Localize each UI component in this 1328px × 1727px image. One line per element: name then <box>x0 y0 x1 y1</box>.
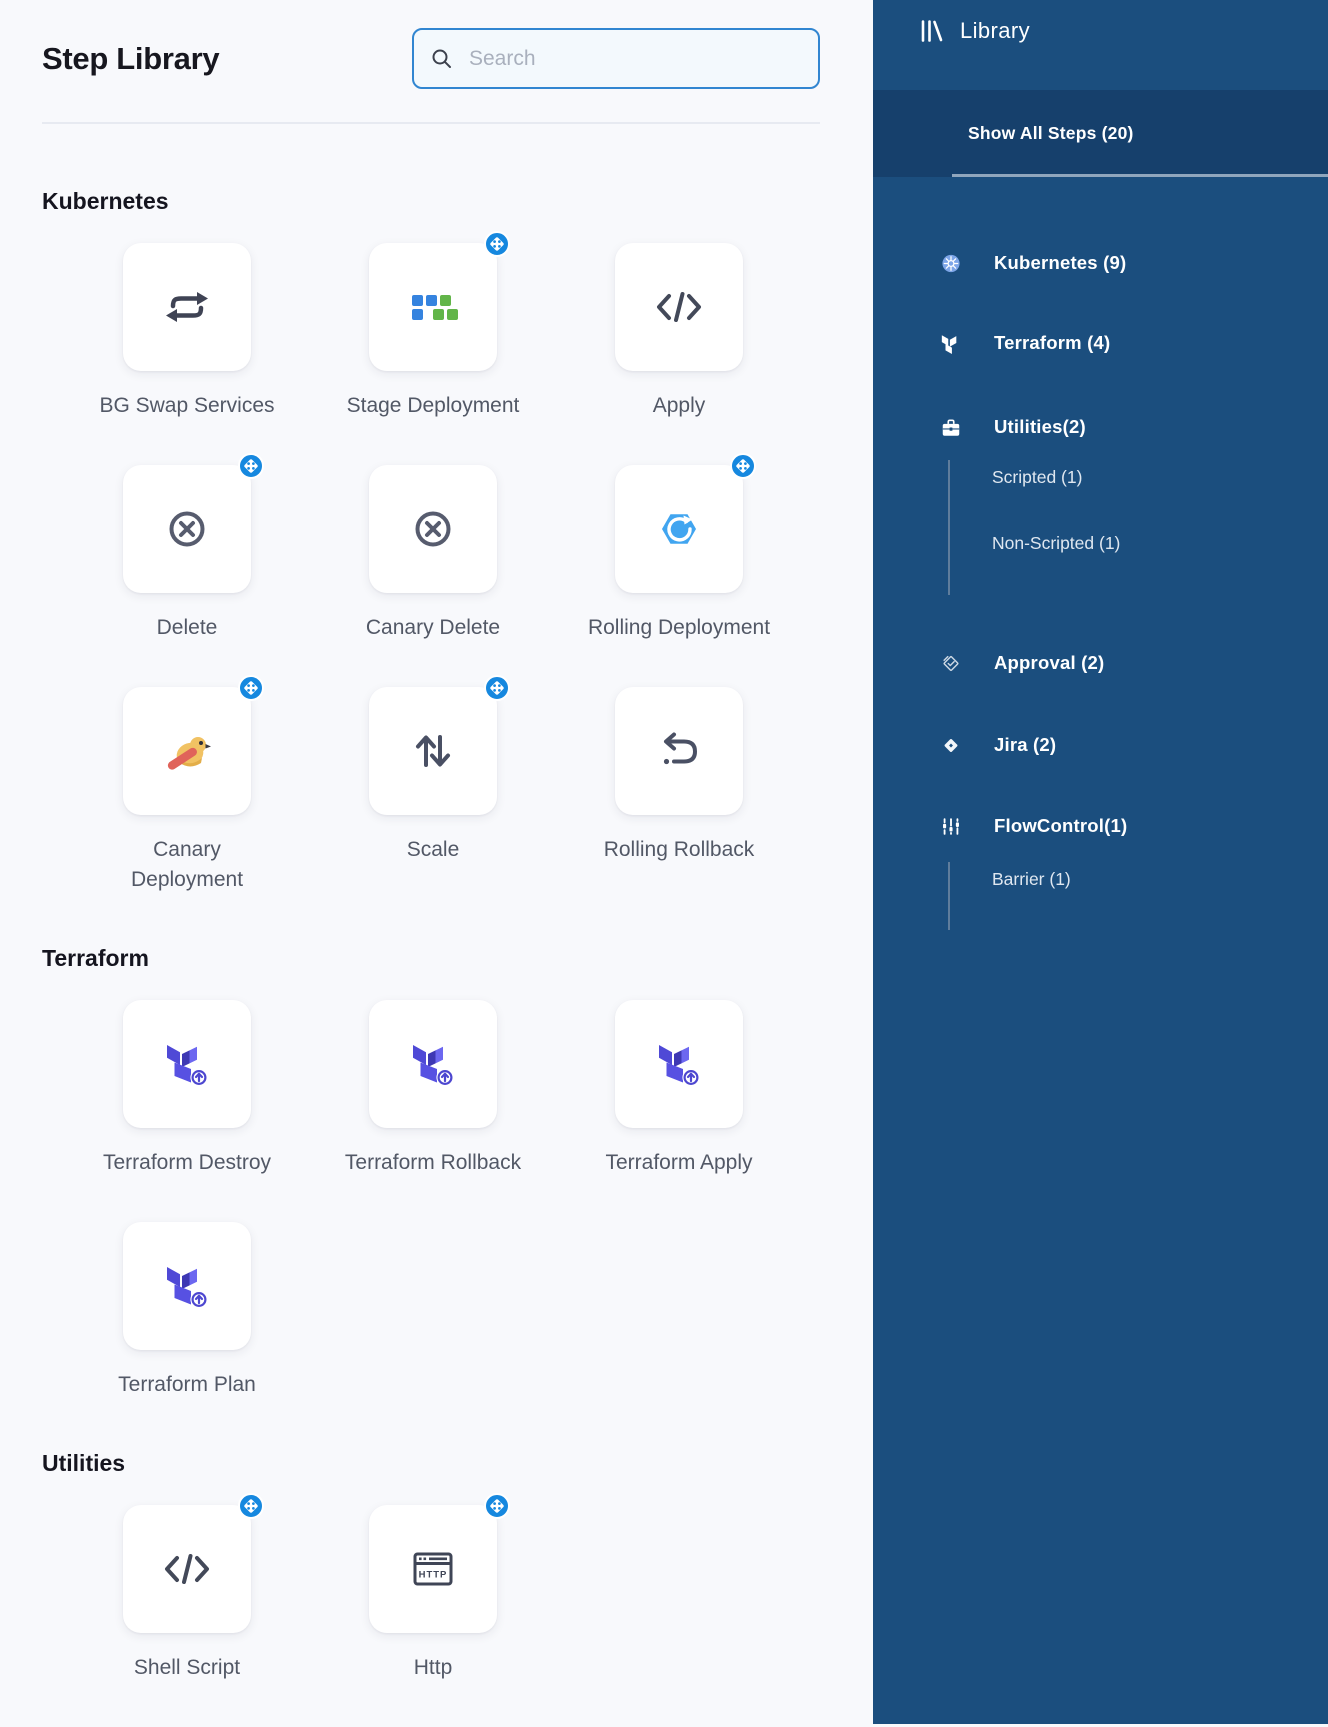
step-label: Terraform Destroy <box>102 1151 272 1174</box>
step-bg-swap-services <box>64 243 310 421</box>
step-rolling-rollback <box>556 687 802 895</box>
step-label: Rolling Deployment <box>587 616 771 639</box>
canary-delete-card[interactable] <box>369 465 497 593</box>
bg-swap-services-card[interactable] <box>123 243 251 371</box>
search-input[interactable] <box>412 28 820 89</box>
step-label: Terraform Apply <box>605 1151 753 1174</box>
apply-card[interactable] <box>615 243 743 371</box>
rollback-arrow-icon <box>653 725 705 777</box>
sidebar-item-label: Approval (2) <box>994 652 1105 673</box>
delete-card[interactable] <box>123 465 251 593</box>
kubernetes-badge-icon <box>483 1492 511 1520</box>
step-terraform-apply <box>556 1000 802 1178</box>
flow-control-icon <box>940 815 962 838</box>
kubernetes-grid <box>64 243 873 939</box>
panel-header <box>42 28 820 89</box>
kubernetes-badge-icon <box>237 674 265 702</box>
rolling-deployment-card[interactable] <box>615 465 743 593</box>
tab-underline <box>952 174 1328 177</box>
flowcontrol-subgroup <box>948 862 1328 930</box>
section-terraform <box>42 945 873 1444</box>
canary-bird-icon <box>161 725 213 777</box>
sidebar-item-kubernetes[interactable] <box>873 243 1328 283</box>
stage-squares-icon <box>407 281 459 333</box>
step-canary-delete <box>310 465 556 643</box>
step-label: Terraform Plan <box>118 1373 256 1396</box>
up-down-arrows-icon <box>407 725 459 777</box>
utilities-subgroup <box>948 460 1328 595</box>
library-icon <box>918 18 944 44</box>
step-label: Stage Deployment <box>346 394 520 417</box>
section-utilities <box>42 1450 873 1727</box>
step-label: Delete <box>156 616 218 639</box>
step-delete <box>64 465 310 643</box>
utilities-grid <box>64 1505 873 1727</box>
sidebar-item-label: Kubernetes (9) <box>994 252 1127 273</box>
sidebar-title: Library <box>960 17 1031 43</box>
step-label: Rolling Rollback <box>603 838 755 861</box>
step-label: Scale <box>406 838 460 861</box>
library-header <box>873 0 1328 61</box>
step-apply <box>556 243 802 421</box>
code-icon <box>161 1543 213 1595</box>
terraform-icon <box>653 1038 705 1090</box>
terraform-icon <box>161 1038 213 1090</box>
terraform-icon <box>161 1260 213 1312</box>
terraform-icon <box>940 332 962 354</box>
section-heading-kubernetes: Kubernetes <box>42 188 169 214</box>
step-http <box>310 1505 556 1683</box>
jira-icon <box>940 734 962 757</box>
step-rolling-deployment <box>556 465 802 643</box>
approval-icon <box>940 652 962 675</box>
terraform-icon <box>407 1038 459 1090</box>
sidebar-subitem-barrier[interactable] <box>992 862 1328 896</box>
sidebar-item-label: Terraform (4) <box>994 332 1111 353</box>
http-window-icon <box>407 1543 459 1595</box>
step-label: Terraform Rollback <box>344 1151 522 1174</box>
terraform-destroy-card[interactable] <box>123 1000 251 1128</box>
header-divider <box>42 122 820 124</box>
sidebar-item-flowcontrol[interactable] <box>873 806 1328 846</box>
step-label: Canary Deployment <box>130 838 244 891</box>
step-stage-deployment <box>310 243 556 421</box>
swap-arrows-icon <box>161 281 213 333</box>
search-field[interactable] <box>467 46 802 72</box>
kubernetes-badge-icon <box>729 452 757 480</box>
category-nav <box>873 177 1328 930</box>
sidebar-item-terraform[interactable] <box>873 323 1328 363</box>
step-label: Canary Delete <box>365 616 501 639</box>
http-card[interactable] <box>369 1505 497 1633</box>
shell-script-card[interactable] <box>123 1505 251 1633</box>
terraform-plan-card[interactable] <box>123 1222 251 1350</box>
sidebar-item-utilities[interactable] <box>873 407 1328 447</box>
step-terraform-rollback <box>310 1000 556 1178</box>
terraform-apply-card[interactable] <box>615 1000 743 1128</box>
circle-x-icon <box>161 503 213 555</box>
step-terraform-plan <box>64 1222 310 1400</box>
sidebar-subitem-label: Non-Scripted (1) <box>992 532 1121 553</box>
step-scale <box>310 687 556 895</box>
scale-card[interactable] <box>369 687 497 815</box>
sidebar-subitem-scripted[interactable] <box>992 460 1328 494</box>
kubernetes-badge-icon <box>237 452 265 480</box>
sidebar-item-approval[interactable] <box>873 643 1328 683</box>
step-shell-script <box>64 1505 310 1683</box>
step-terraform-destroy <box>64 1000 310 1178</box>
code-icon <box>653 281 705 333</box>
tab-label: Show All Steps (20) <box>968 123 1134 143</box>
hexagon-refresh-icon <box>653 503 705 555</box>
step-label: Http <box>413 1656 453 1679</box>
rolling-rollback-card[interactable] <box>615 687 743 815</box>
step-label: Apply <box>652 394 706 417</box>
sidebar-item-label: Jira (2) <box>994 734 1057 755</box>
section-heading-terraform: Terraform <box>42 945 149 971</box>
sidebar-subitem-label: Scripted (1) <box>992 466 1083 487</box>
library-sidebar <box>873 0 1328 1724</box>
svg-text:HTTP: HTTP <box>418 1569 448 1581</box>
kubernetes-badge-icon <box>483 230 511 258</box>
step-label: BG Swap Services <box>99 394 275 417</box>
step-canary-deployment <box>64 687 310 895</box>
canary-deployment-card[interactable] <box>123 687 251 815</box>
sidebar-item-label: Utilities(2) <box>994 416 1086 437</box>
page-title: Step Library <box>42 40 220 76</box>
sidebar-subitem-non-scripted[interactable] <box>992 526 1328 560</box>
section-kubernetes <box>42 188 873 939</box>
kubernetes-badge-icon <box>483 674 511 702</box>
kubernetes-icon <box>940 252 962 275</box>
section-heading-utilities: Utilities <box>42 1450 126 1476</box>
kubernetes-badge-icon <box>237 1492 265 1520</box>
search-icon <box>430 47 454 71</box>
stage-deployment-card[interactable] <box>369 243 497 371</box>
sidebar-item-label: FlowControl(1) <box>994 815 1128 836</box>
terraform-rollback-card[interactable] <box>369 1000 497 1128</box>
tab-show-all-steps[interactable] <box>873 90 1328 177</box>
sidebar-subitem-label: Barrier (1) <box>992 868 1071 889</box>
sidebar-item-jira[interactable] <box>873 725 1328 765</box>
terraform-grid <box>64 1000 873 1444</box>
circle-x-icon <box>407 503 459 555</box>
briefcase-icon <box>940 416 962 439</box>
step-label: Shell Script <box>133 1656 241 1679</box>
